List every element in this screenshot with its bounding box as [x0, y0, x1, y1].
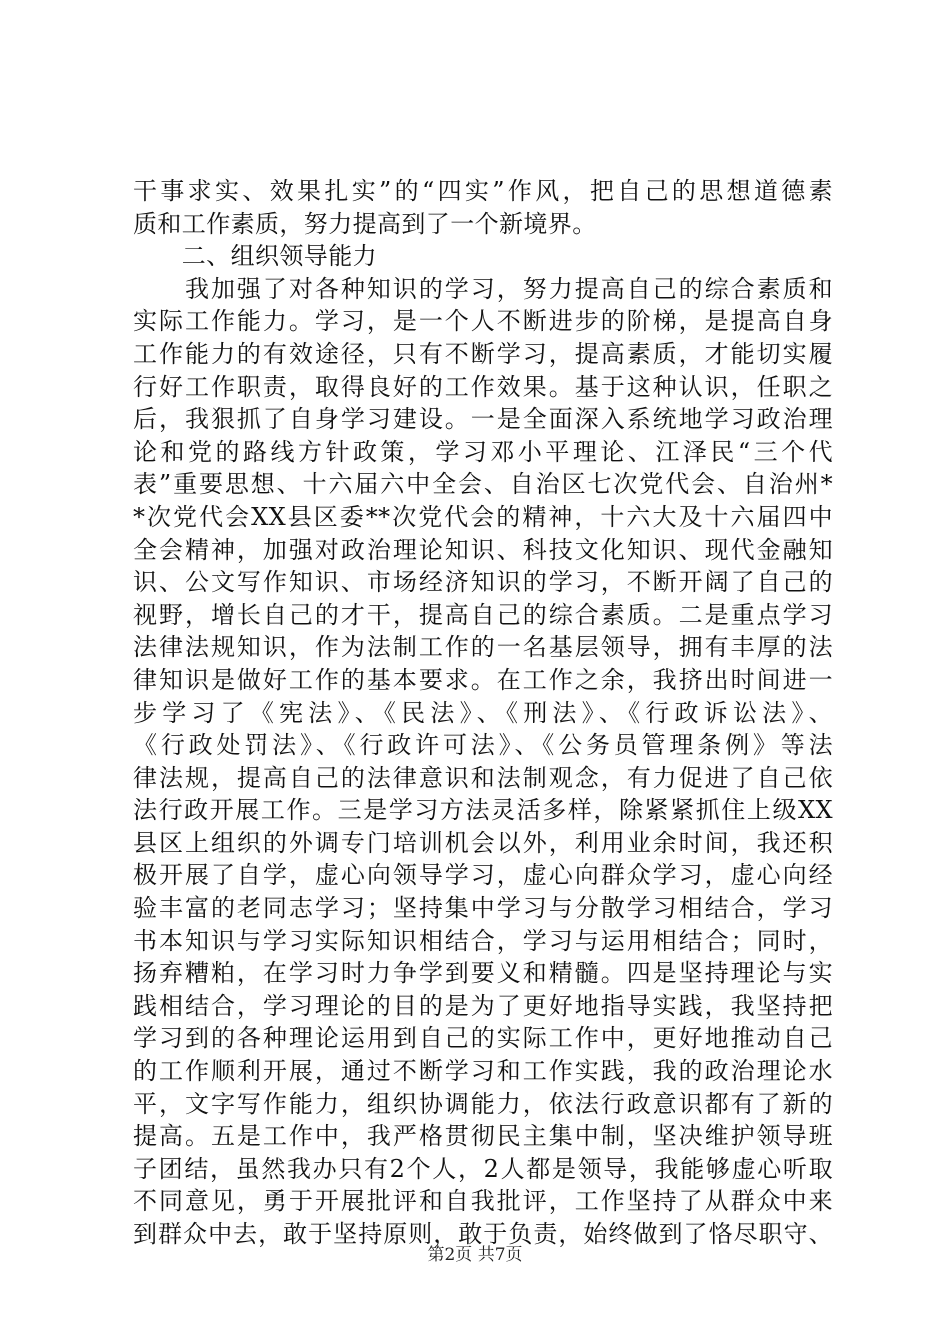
section-heading: 二、组织领导能力 — [133, 242, 377, 271]
text-line: 到群众中去，敢于坚持原则，敢于负责，始终做到了恪尽职守、 — [133, 1220, 833, 1248]
text-line: 我加强了对各种知识的学习，努力提高自己的综合素质和 — [133, 274, 833, 303]
text-line: 的工作顺利开展，通过不断学习和工作实践，我的政治理论水 — [133, 1057, 833, 1086]
text-line: 律知识是做好工作的基本要求。在工作之余，我挤出时间进一 — [133, 665, 833, 694]
text-line: 极开展了自学，虚心向领导学习，虚心向群众学习，虚心向经 — [133, 861, 833, 890]
text-line: 平，文字写作能力，组织协调能力，依法行政意识都有了新的 — [133, 1089, 833, 1118]
text-line: 不同意见，勇于开展批评和自我批评，工作坚持了从群众中来 — [133, 1187, 833, 1216]
text-line: 《行政处罚法》、《行政许可法》、《公务员管理条例》等法 — [133, 731, 833, 760]
text-line: 识、公文写作知识、市场经济知识的学习，不断开阔了自己的 — [133, 568, 833, 597]
text-line: 学习到的各种理论运用到自己的实际工作中，更好地推动自己 — [133, 1024, 833, 1053]
text-line: 县区上组织的外调专门培训机会以外，利用业余时间，我还积 — [133, 828, 833, 857]
text-line: 干事求实、效果扎实”的“四实”作风，把自己的思想道德素 — [133, 177, 833, 205]
text-line: 后，我狠抓了自身学习建设。一是全面深入系统地学习政治理 — [133, 405, 833, 434]
text-line: 表”重要思想、十六届六中全会、自治区七次党代会、自治州* — [133, 470, 833, 499]
text-line: 法律法规知识，作为法制工作的一名基层领导，拥有丰厚的法 — [133, 633, 833, 662]
text-line: 步学习了《宪法》、《民法》、《刑法》、《行政诉讼法》、 — [133, 698, 833, 727]
text-line: 论和党的路线方针政策，学习邓小平理论、江泽民“三个代 — [133, 437, 833, 466]
text-line: 实际工作能力。学习，是一个人不断进步的阶梯，是提高自身 — [133, 307, 833, 336]
page-footer: 第2页 共7页 — [427, 1245, 523, 1265]
text-line: 扬弃糟粕，在学习时力争学到要义和精髓。四是坚持理论与实 — [133, 959, 833, 988]
text-line: 行好工作职责，取得良好的工作效果。基于这种认识，任职之 — [133, 372, 833, 401]
text-line: 验丰富的老同志学习；坚持集中学习与分散学习相结合，学习 — [133, 894, 833, 923]
text-line: 视野，增长自己的才干，提高自己的综合素质。二是重点学习 — [133, 600, 833, 629]
text-line: 工作能力的有效途径，只有不断学习，提高素质，才能切实履 — [133, 339, 833, 368]
text-line: 践相结合，学习理论的目的是为了更好地指导实践，我坚持把 — [133, 991, 833, 1020]
text-line: 书本知识与学习实际知识相结合，学习与运用相结合；同时， — [133, 926, 833, 955]
text-line: 法行政开展工作。三是学习方法灵活多样，除紧紧抓住上级XX — [133, 796, 833, 825]
text-line: 子团结，虽然我办只有2个人，2人都是领导，我能够虚心听取 — [133, 1154, 833, 1183]
text-line: *次党代会XX县区委**次党代会的精神，十六大及十六届四中 — [133, 502, 833, 531]
text-line: 质和工作素质，努力提高到了一个新境界。 — [133, 209, 597, 238]
text-line: 律法规，提高自己的法律意识和法制观念，有力促进了自己依 — [133, 763, 833, 792]
body-text — [133, 175, 833, 1251]
text-line: 全会精神，加强对政治理论知识、科技文化知识、现代金融知 — [133, 535, 833, 564]
text-line: 提高。五是工作中，我严格贯彻民主集中制，坚决维护领导班 — [133, 1122, 833, 1151]
